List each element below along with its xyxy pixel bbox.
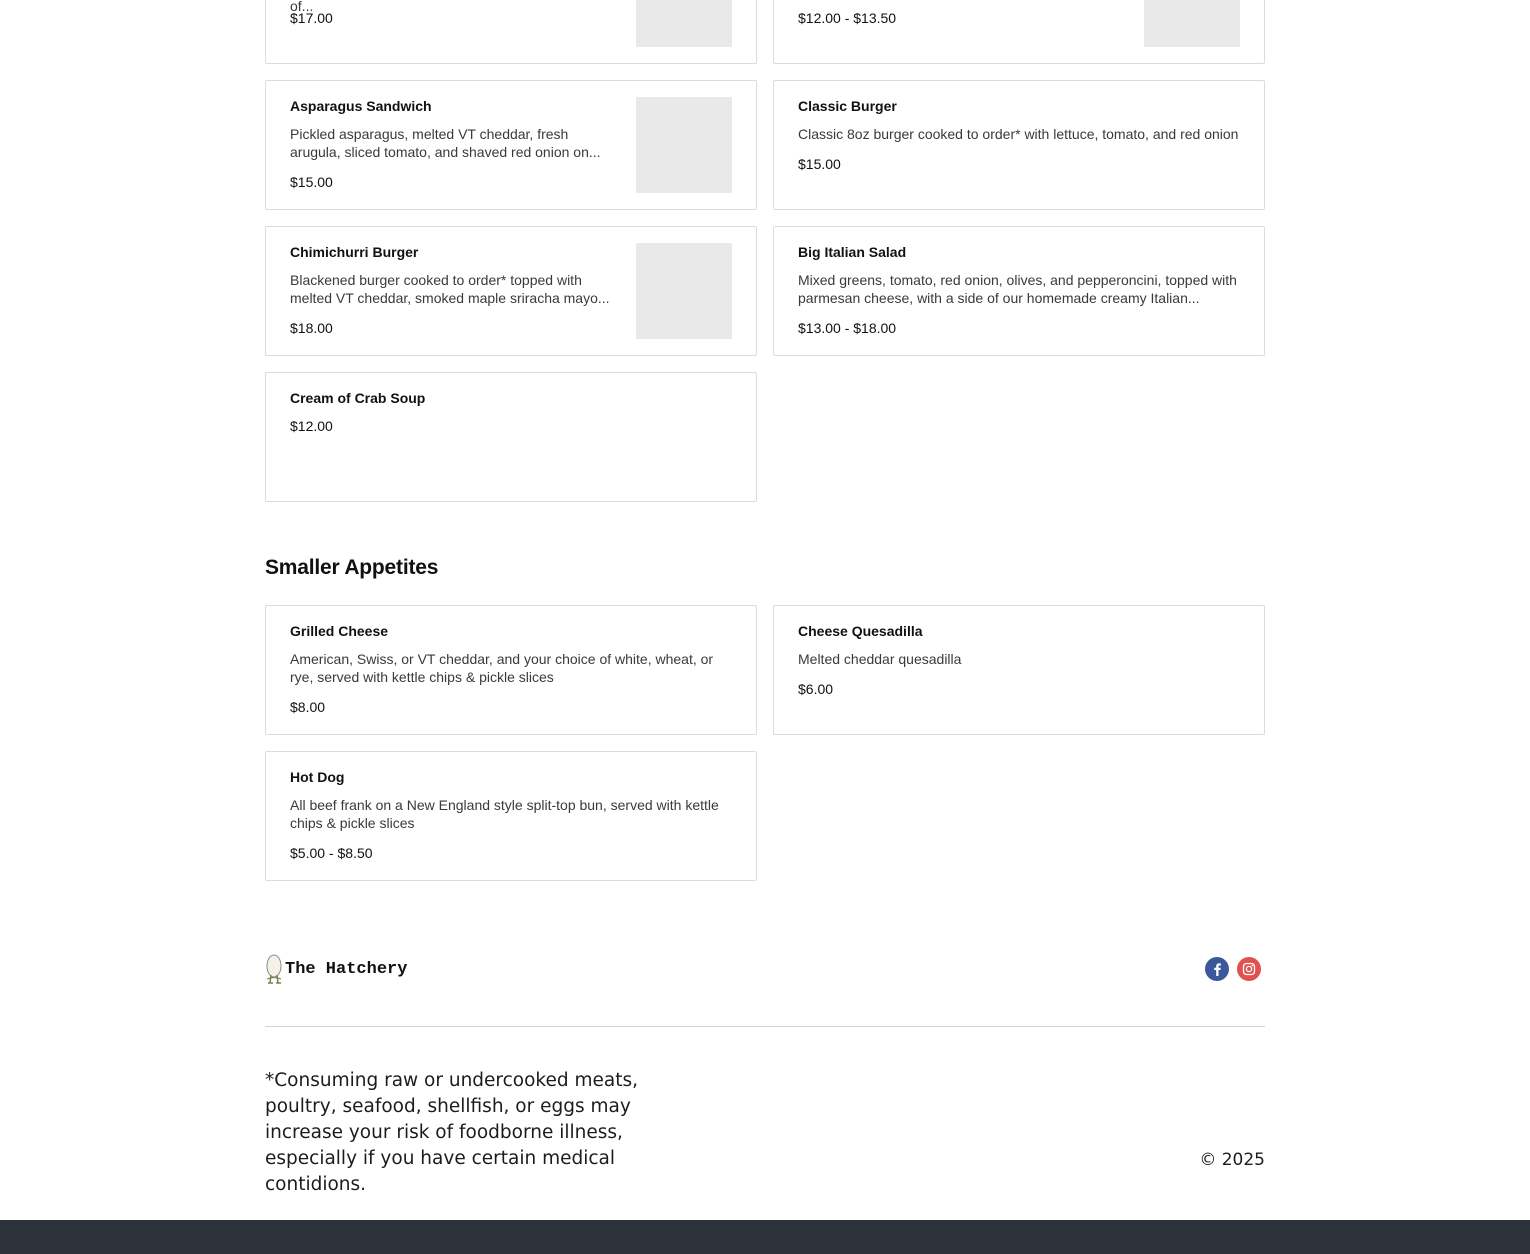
- social-links: [1205, 957, 1261, 981]
- menu-item-description: Melted cheddar quesadilla: [798, 651, 962, 667]
- menu-item-card[interactable]: [265, 80, 757, 210]
- menu-item-image: [636, 243, 732, 339]
- menu-item-card[interactable]: [265, 605, 757, 735]
- menu-item-card[interactable]: [265, 226, 757, 356]
- menu-item-card[interactable]: [773, 80, 1265, 210]
- brand-name: The Hatchery: [285, 959, 408, 979]
- menu-section-smaller-appetites: [265, 605, 1265, 881]
- menu-item-price: $6.00: [798, 681, 834, 697]
- menu-item-description: Pickled asparagus, melted VT cheddar, fresh arugula, sliced tomato, and shaved red onion on...: [290, 126, 601, 160]
- menu-item-price: $13.00 - $18.00: [798, 320, 897, 336]
- menu-item-price: $5.00 - $8.50: [290, 845, 373, 861]
- menu-section-main: [265, 0, 1265, 502]
- section-title: Smaller Appetites: [265, 556, 439, 579]
- menu-grid-smaller-appetites: [265, 605, 1265, 881]
- menu-item-price: $18.00: [290, 320, 333, 336]
- menu-item-price: $17.00: [290, 10, 333, 26]
- menu-item-price: $15.00: [798, 156, 841, 172]
- menu-item-price: $15.00: [290, 174, 333, 190]
- menu-item-card[interactable]: [773, 226, 1265, 356]
- menu-item-name: Chimichurri Burger: [290, 244, 419, 260]
- menu-item-price: $8.00: [290, 699, 326, 715]
- menu-item-image: [636, 97, 732, 193]
- instagram-icon[interactable]: [1237, 957, 1261, 981]
- menu-item-name: Cream of Crab Soup: [290, 390, 426, 406]
- menu-item-card[interactable]: [265, 751, 757, 881]
- footer: [265, 952, 1265, 988]
- menu-item-description: Mixed greens, tomato, red onion, olives, and pepperoncini, topped with parmesan cheese, with a side of our homemade creamy Italian...: [798, 272, 1237, 306]
- menu-item-name: Cheese Quesadilla: [798, 623, 923, 639]
- facebook-icon[interactable]: [1205, 957, 1229, 981]
- bottom-bar: [0, 1220, 1530, 1254]
- menu-item-card[interactable]: of... $17.00: [265, 0, 757, 64]
- menu-item-name: Hot Dog: [290, 769, 345, 785]
- menu-item-description: American, Swiss, or VT cheddar, and your choice of white, wheat, or rye, served with kettle chips & pickle slices: [290, 651, 714, 685]
- copyright: © 2025: [1199, 1150, 1265, 1170]
- menu-item-description: All beef frank on a New England style split-top bun, served with kettle chips & pickle slices: [290, 797, 719, 831]
- menu-item-card[interactable]: [773, 605, 1265, 735]
- brand-logo[interactable]: [265, 952, 407, 986]
- menu-item-card[interactable]: [265, 372, 757, 502]
- menu-item-description: Classic 8oz burger cooked to order* with lettuce, tomato, and red onion: [798, 126, 1239, 142]
- menu-item-name: Grilled Cheese: [290, 623, 389, 639]
- menu-item-description: Blackened burger cooked to order* topped with melted VT cheddar, smoked maple sriracha mayo...: [290, 272, 610, 306]
- menu-item-name: Asparagus Sandwich: [290, 98, 432, 114]
- menu-item-price: $12.00: [290, 418, 333, 434]
- food-safety-disclaimer: *Consuming raw or undercooked meats, poultry, seafood, shellfish, or eggs may increase your risk of foodborne illness, especially if you have certain medical contidions.: [265, 1070, 638, 1195]
- egg-logo-icon: [265, 953, 285, 985]
- footer-divider: [265, 1026, 1265, 1027]
- menu-grid-main: [265, 0, 1265, 502]
- menu-item-name: Classic Burger: [798, 98, 897, 114]
- menu-item-card[interactable]: [773, 0, 1265, 64]
- menu-item-price: $12.00 - $13.50: [798, 10, 897, 26]
- menu-item-name: Big Italian Salad: [798, 244, 907, 260]
- menu-item-image: [636, 0, 732, 47]
- menu-item-image: [1144, 0, 1240, 47]
